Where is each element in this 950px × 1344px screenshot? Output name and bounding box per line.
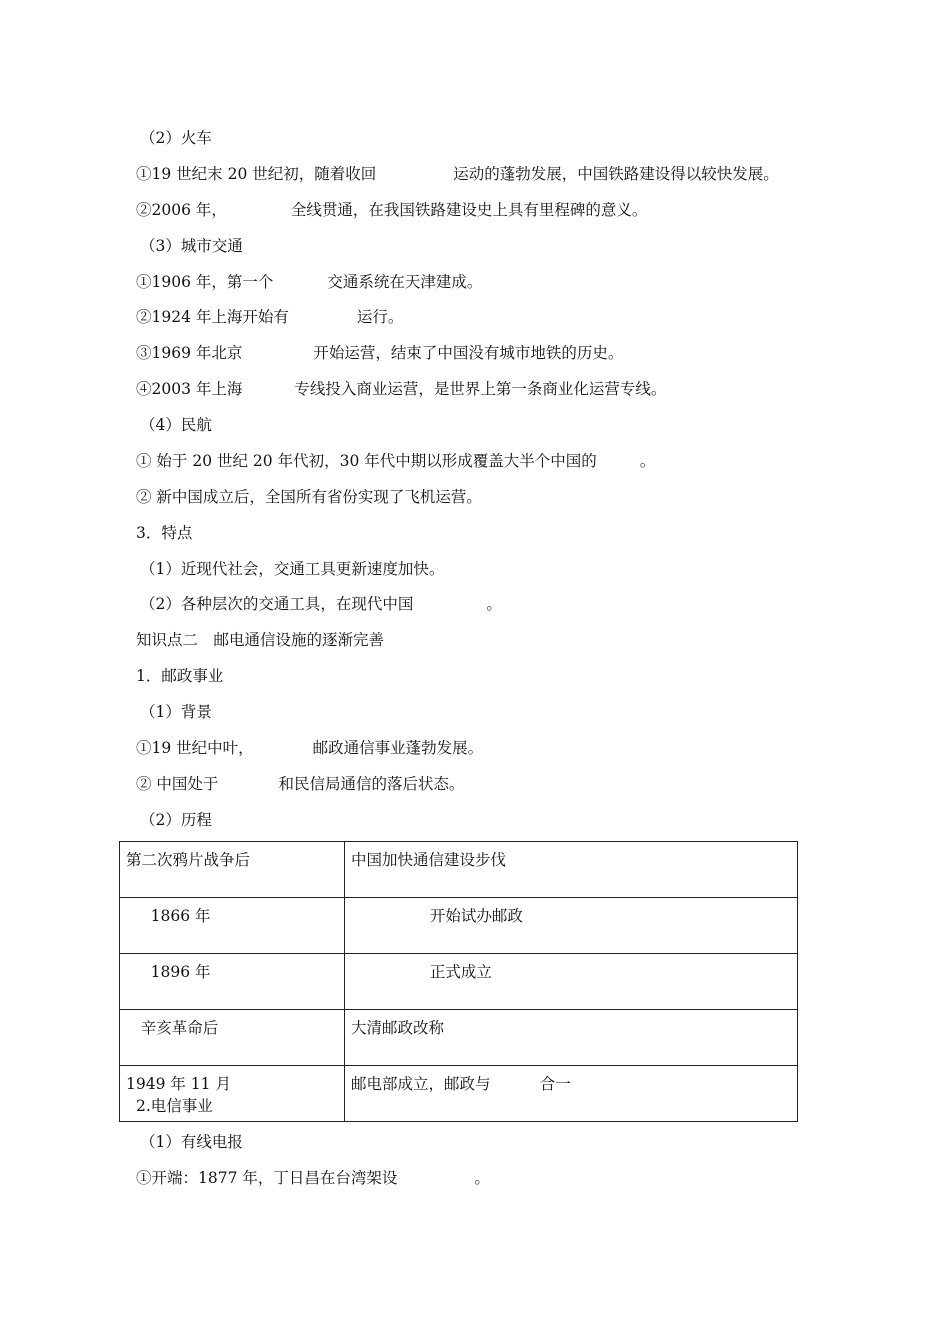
feature-item-2 xyxy=(140,594,502,614)
heading-urban-transport: （3）城市交通 xyxy=(140,237,243,255)
table-cell-period: 辛亥革命后 xyxy=(120,1010,345,1066)
feature-item-1: （1）近现代社会，交通工具更新速度加快。 xyxy=(140,560,445,578)
text: ①19 世纪末 20 世纪初，随着收回 xyxy=(136,165,377,183)
urban-item-4 xyxy=(136,379,666,399)
table-row xyxy=(120,1066,798,1122)
text: 。 xyxy=(486,595,502,613)
text: ② 中国处于 xyxy=(136,775,219,793)
table-cell-period: 1866 年 xyxy=(120,898,345,954)
text: 和民信局通信的落后状态。 xyxy=(278,775,465,793)
heading-wired-telegraph: （1）有线电报 xyxy=(140,1133,243,1151)
telegraph-item-1 xyxy=(136,1168,490,1188)
table-cell-event: 邮电部成立，邮政与 合一 xyxy=(345,1066,798,1122)
text: 专线投入商业运营，是世界上第一条商业化运营专线。 xyxy=(294,380,667,398)
table-row xyxy=(120,1010,798,1066)
table-row xyxy=(120,898,798,954)
table-cell-period: 第二次鸦片战争后 xyxy=(120,842,345,898)
text: 开始运营，结束了中国没有城市地铁的历史。 xyxy=(313,344,624,362)
heading-history: （2）历程 xyxy=(140,811,212,829)
text: ①19 世纪中叶， xyxy=(136,739,254,757)
text: ①开端：1877 年，丁日昌在台湾架设 xyxy=(136,1169,398,1187)
text: 全线贯通，在我国铁路建设史上具有里程碑的意义。 xyxy=(290,201,648,219)
table-cell-period: 1949 年 11 月 xyxy=(120,1066,345,1122)
table-cell-period: 1896 年 xyxy=(120,954,345,1010)
train-item-2 xyxy=(136,200,647,220)
text: 交通系统在天津建成。 xyxy=(327,273,483,291)
text: ②2006 年， xyxy=(136,201,227,219)
table-cell-event: 大清邮政改称 xyxy=(345,1010,798,1066)
text: 运行。 xyxy=(356,308,404,326)
table-cell-event: 正式成立 xyxy=(345,954,798,1010)
text: ②1924 年上海开始有 xyxy=(136,308,289,326)
heading-postal-service: 1．邮政事业 xyxy=(136,667,224,685)
text: ④2003 年上海 xyxy=(136,380,243,398)
heading-train: （2）火车 xyxy=(140,129,212,147)
text: 邮政通信事业蓬勃发展。 xyxy=(312,739,484,757)
table-cell-event: 开始试办邮政 xyxy=(345,898,798,954)
heading-features: 3．特点 xyxy=(136,524,193,542)
table-row xyxy=(120,954,798,1010)
text: ①1906 年，第一个 xyxy=(136,273,274,291)
text: 运动的蓬勃发展，中国铁路建设得以较快发展。 xyxy=(453,165,779,183)
aviation-item-1 xyxy=(136,451,655,471)
train-item-1 xyxy=(136,164,779,184)
background-item-2 xyxy=(136,774,464,794)
table-row xyxy=(120,842,798,898)
text: 。 xyxy=(639,452,656,470)
aviation-item-2: ② 新中国成立后，全国所有省份实现了飞机运营。 xyxy=(136,488,482,506)
urban-item-1 xyxy=(136,272,482,292)
text: 。 xyxy=(474,1169,490,1187)
urban-item-3 xyxy=(136,343,623,363)
knowledge-point-two-title: 知识点二 邮电通信设施的逐渐完善 xyxy=(136,631,385,649)
heading-background: （1）背景 xyxy=(140,703,212,721)
background-item-1 xyxy=(136,738,483,758)
table-cell-event: 中国加快通信建设步伐 xyxy=(345,842,798,898)
text: ① 始于 20 世纪 20 年代初，30 年代中期以形成覆盖大半个中国的 xyxy=(136,452,597,470)
heading-telecom: 2.电信事业 xyxy=(136,1097,213,1115)
postal-history-table xyxy=(119,841,798,1122)
text: ③1969 年北京 xyxy=(136,344,243,362)
urban-item-2 xyxy=(136,307,403,327)
heading-civil-aviation: （4）民航 xyxy=(140,416,212,434)
text: （2）各种层次的交通工具，在现代中国 xyxy=(140,595,414,613)
